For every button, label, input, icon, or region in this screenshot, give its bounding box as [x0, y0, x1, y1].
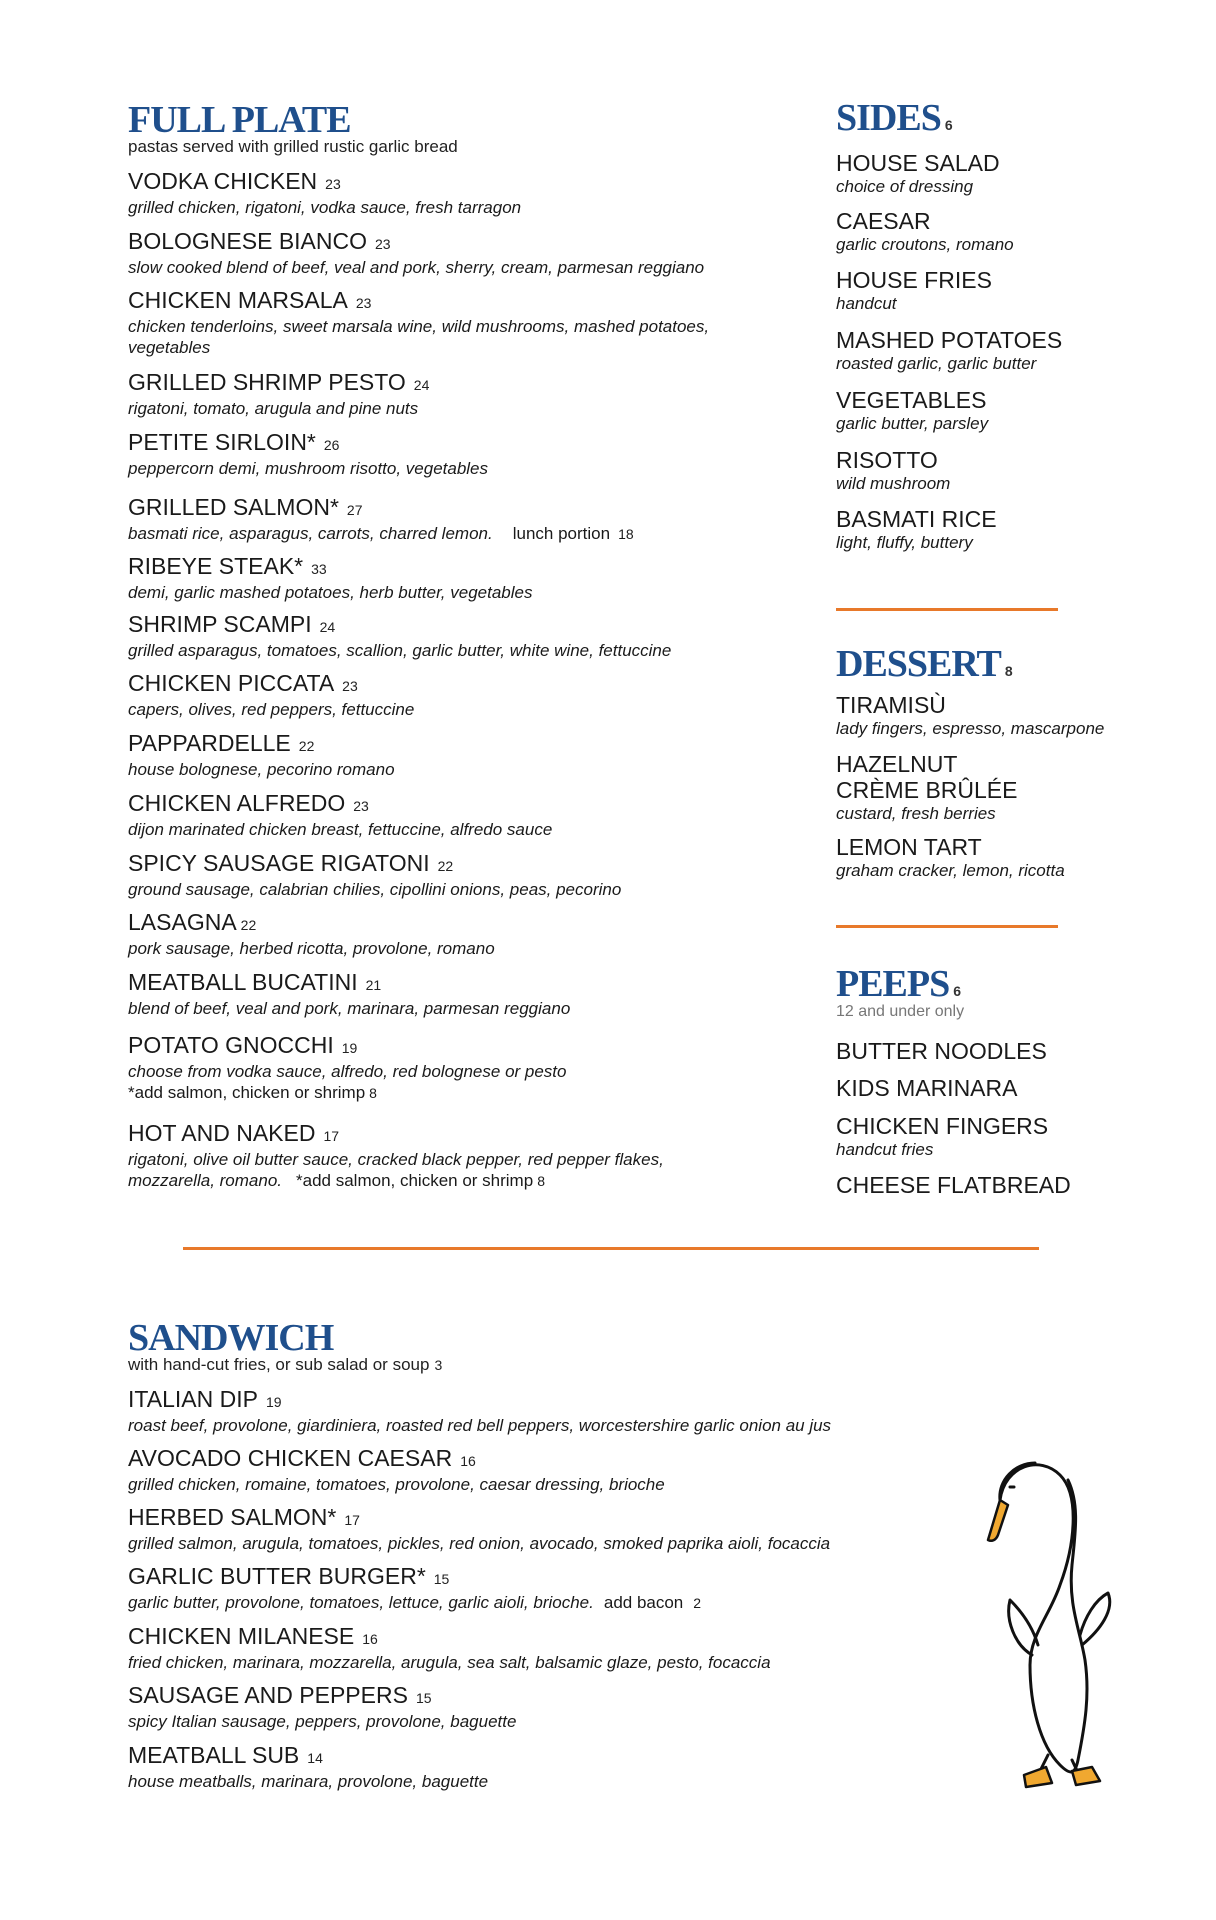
item-description: grilled chicken, romaine, tomatoes, provolone, caesar dressing, brioche [128, 1475, 665, 1494]
item-name: MASHED POTATOES [836, 327, 1063, 353]
item-name: VODKA CHICKEN [128, 168, 318, 194]
item-price: 22 [240, 917, 257, 933]
item-name: RIBEYE STEAK* [128, 553, 304, 579]
item-description: rigatoni, olive oil butter sauce, cracked black pepper, red pepper flakes, [128, 1150, 664, 1169]
item-price: 26 [323, 437, 340, 453]
item-name: MEATBALL SUB [128, 1742, 300, 1768]
item-price: 23 [375, 236, 391, 252]
item-name: PAPPARDELLE [128, 730, 291, 756]
item-description: choice of dressing [836, 177, 974, 196]
item-description: peppercorn demi, mushroom risotto, vegetables [128, 459, 489, 478]
item-name: LASAGNA [128, 909, 237, 935]
item-description: house bolognese, pecorino romano [128, 760, 395, 779]
item-name: CAESAR [836, 208, 931, 234]
item-description: ground sausage, calabrian chilies, cipollini onions, peas, pecorino [128, 880, 622, 899]
item-name: CHICKEN ALFREDO [128, 790, 346, 816]
item-description: garlic butter, parsley [836, 414, 989, 433]
full-plate-title: FULL PLATE [128, 99, 351, 141]
item-name: TIRAMISÙ [836, 692, 946, 718]
sandwich-subtitle-price: 3 [434, 1357, 443, 1373]
sandwich-item-meatball-sub [128, 1742, 488, 1792]
sandwich-item-garlic-butter-burger [128, 1563, 701, 1614]
item-name: BOLOGNESE BIANCO [128, 228, 368, 254]
item-price: 24 [319, 619, 336, 635]
addon-price: 8 [369, 1085, 377, 1101]
item-description: custard, fresh berries [836, 804, 996, 823]
item-name: PETITE SIRLOIN* [128, 429, 316, 455]
item-name: GRILLED SALMON* [128, 494, 339, 520]
sandwich-item-italian-dip [128, 1386, 831, 1436]
item-description: chicken tenderloins, sweet marsala wine, wild mushrooms, mashed potatoes, vegetables [128, 317, 710, 357]
item-name: ITALIAN DIP [128, 1386, 258, 1412]
item-name: KIDS MARINARA [836, 1075, 1018, 1101]
item-description: garlic croutons, romano [836, 235, 1014, 254]
item-name: CHICKEN MARSALA [128, 287, 348, 313]
item-description: choose from vodka sauce, alfredo, red bolognese or pesto [128, 1062, 567, 1081]
peeps-subtitle: 12 and under only [836, 1003, 965, 1020]
sandwich-item-sausage-and-peppers [128, 1682, 516, 1732]
addon-text: *add salmon, chicken or shrimp [296, 1171, 534, 1190]
item-description: house meatballs, marinara, provolone, baguette [128, 1772, 489, 1791]
item-price: 23 [325, 176, 341, 192]
item-description: blend of beef, veal and pork, marinara, parmesan reggiano [128, 999, 571, 1018]
peeps-title-text: PEEPS [836, 963, 950, 1005]
item-price: 16 [460, 1453, 476, 1469]
item-price: 27 [346, 502, 363, 518]
item-name: HAZELNUT [836, 751, 958, 777]
item-description [128, 1592, 701, 1614]
item-description: lady fingers, espresso, mascarpone [836, 719, 1105, 738]
add-bacon-price: 2 [693, 1595, 702, 1611]
sandwich-subtitle [128, 1355, 442, 1375]
item-name: AVOCADO CHICKEN CAESAR [128, 1445, 453, 1471]
addon-price: 8 [537, 1173, 545, 1189]
lunch-portion-label: lunch portion [512, 524, 611, 543]
item-name: GARLIC BUTTER BURGER* [128, 1563, 426, 1589]
item-description: grilled chicken, rigatoni, vodka sauce, fresh tarragon [128, 198, 522, 217]
sandwich-title: SANDWICH [128, 1317, 334, 1359]
item-name: CHEESE FLATBREAD [836, 1172, 1071, 1198]
item-name: HOUSE SALAD [836, 150, 1000, 176]
item-name: CHICKEN FINGERS [836, 1113, 1049, 1139]
item-price: 23 [355, 295, 372, 311]
item-description: grilled salmon, arugula, tomatoes, pickles, red onion, avocado, smoked paprika aioli, focaccia [128, 1534, 831, 1553]
item-price: 21 [365, 977, 382, 993]
item-price: 22 [437, 858, 454, 874]
item-price: 33 [311, 561, 327, 577]
item-description: slow cooked blend of beef, veal and pork, sherry, cream, parmesan reggiano [128, 258, 705, 277]
item-name: GRILLED SHRIMP PESTO [128, 369, 406, 395]
item-name: HOT AND NAKED [128, 1120, 316, 1146]
item-description: graham cracker, lemon, ricotta [836, 861, 1065, 880]
dessert-price: 8 [1004, 663, 1013, 679]
item-name: VEGETABLES [836, 387, 987, 413]
goose-illustration [960, 1445, 1140, 1805]
item-price: 24 [413, 377, 430, 393]
item-description-text: basmati rice, asparagus, carrots, charred lemon. [128, 524, 493, 543]
item-price: 22 [298, 738, 315, 754]
item-description: pork sausage, herbed ricotta, provolone, romano [128, 939, 495, 958]
sandwich-item-herbed-salmon [128, 1504, 830, 1554]
item-description: wild mushroom [836, 474, 951, 493]
item-name: RISOTTO [836, 447, 938, 473]
item-description: handcut [836, 294, 897, 313]
item-price: 23 [342, 678, 358, 694]
item-name: POTATO GNOCCHI [128, 1032, 334, 1058]
item-price: 19 [265, 1394, 282, 1410]
item-name: CHICKEN PICCATA [128, 670, 335, 696]
dessert-title-text: DESSERT [836, 643, 1001, 685]
sandwich-section [128, 0, 928, 1800]
sides-title-text: SIDES [836, 97, 941, 139]
sides-price: 6 [944, 117, 953, 133]
item-description: light, fluffy, buttery [836, 533, 973, 552]
item-name: LEMON TART [836, 834, 982, 860]
item-description: capers, olives, red peppers, fettuccine [128, 700, 415, 719]
item-price: 14 [307, 1750, 323, 1766]
addon-italic-text: mozzarella, romano. [128, 1171, 283, 1190]
item-description: handcut fries [836, 1140, 934, 1159]
item-name: SAUSAGE AND PEPPERS [128, 1682, 408, 1708]
item-name: HERBED SALMON* [128, 1504, 337, 1530]
item-description: fried chicken, marinara, mozzarella, arugula, sea salt, balsamic glaze, pesto, focaccia [128, 1653, 771, 1672]
item-name: HOUSE FRIES [836, 267, 992, 293]
sandwich-subtitle-text: with hand-cut fries, or sub salad or soup [128, 1355, 430, 1374]
item-description: roast beef, provolone, giardiniera, roasted red bell peppers, worcestershire garlic onion au jus [128, 1416, 832, 1435]
item-price: 19 [341, 1040, 358, 1056]
item-description: roasted garlic, garlic butter [836, 354, 1037, 373]
item-name: CHICKEN MILANESE [128, 1623, 355, 1649]
item-description: spicy Italian sausage, peppers, provolone, baguette [128, 1712, 517, 1731]
item-name: MEATBALL BUCATINI [128, 969, 358, 995]
addon-text: *add salmon, chicken or shrimp [128, 1083, 366, 1102]
item-name: SHRIMP SCAMPI [128, 611, 312, 637]
item-name: SPICY SAUSAGE RIGATONI [128, 850, 430, 876]
item-price: 17 [323, 1128, 340, 1144]
sandwich-item-avocado-chicken-caesar [128, 1445, 665, 1495]
item-price: 23 [353, 798, 369, 814]
item-description: rigatoni, tomato, arugula and pine nuts [128, 399, 419, 418]
item-name: BUTTER NOODLES [836, 1038, 1047, 1064]
item-name-line2: CRÈME BRÛLÉE [836, 777, 1018, 803]
item-name: BASMATI RICE [836, 506, 997, 532]
item-description: dijon marinated chicken breast, fettuccine, alfredo sauce [128, 820, 553, 839]
lunch-portion-price: 18 [618, 526, 634, 542]
sandwich-item-chicken-milanese [128, 1623, 771, 1673]
add-bacon-label: add bacon [603, 1593, 684, 1612]
full-plate-subtitle: pastas served with grilled rustic garlic bread [128, 137, 458, 156]
peeps-price: 6 [953, 983, 962, 999]
item-description: grilled asparagus, tomatoes, scallion, garlic butter, white wine, fettuccine [128, 641, 672, 660]
item-description-text: garlic butter, provolone, tomatoes, lettuce, garlic aioli, brioche. [128, 1593, 594, 1612]
item-price: 17 [344, 1512, 360, 1528]
item-price: 15 [415, 1690, 432, 1706]
item-price: 16 [362, 1631, 378, 1647]
item-description: demi, garlic mashed potatoes, herb butter, vegetables [128, 583, 533, 602]
item-price: 15 [433, 1571, 450, 1587]
